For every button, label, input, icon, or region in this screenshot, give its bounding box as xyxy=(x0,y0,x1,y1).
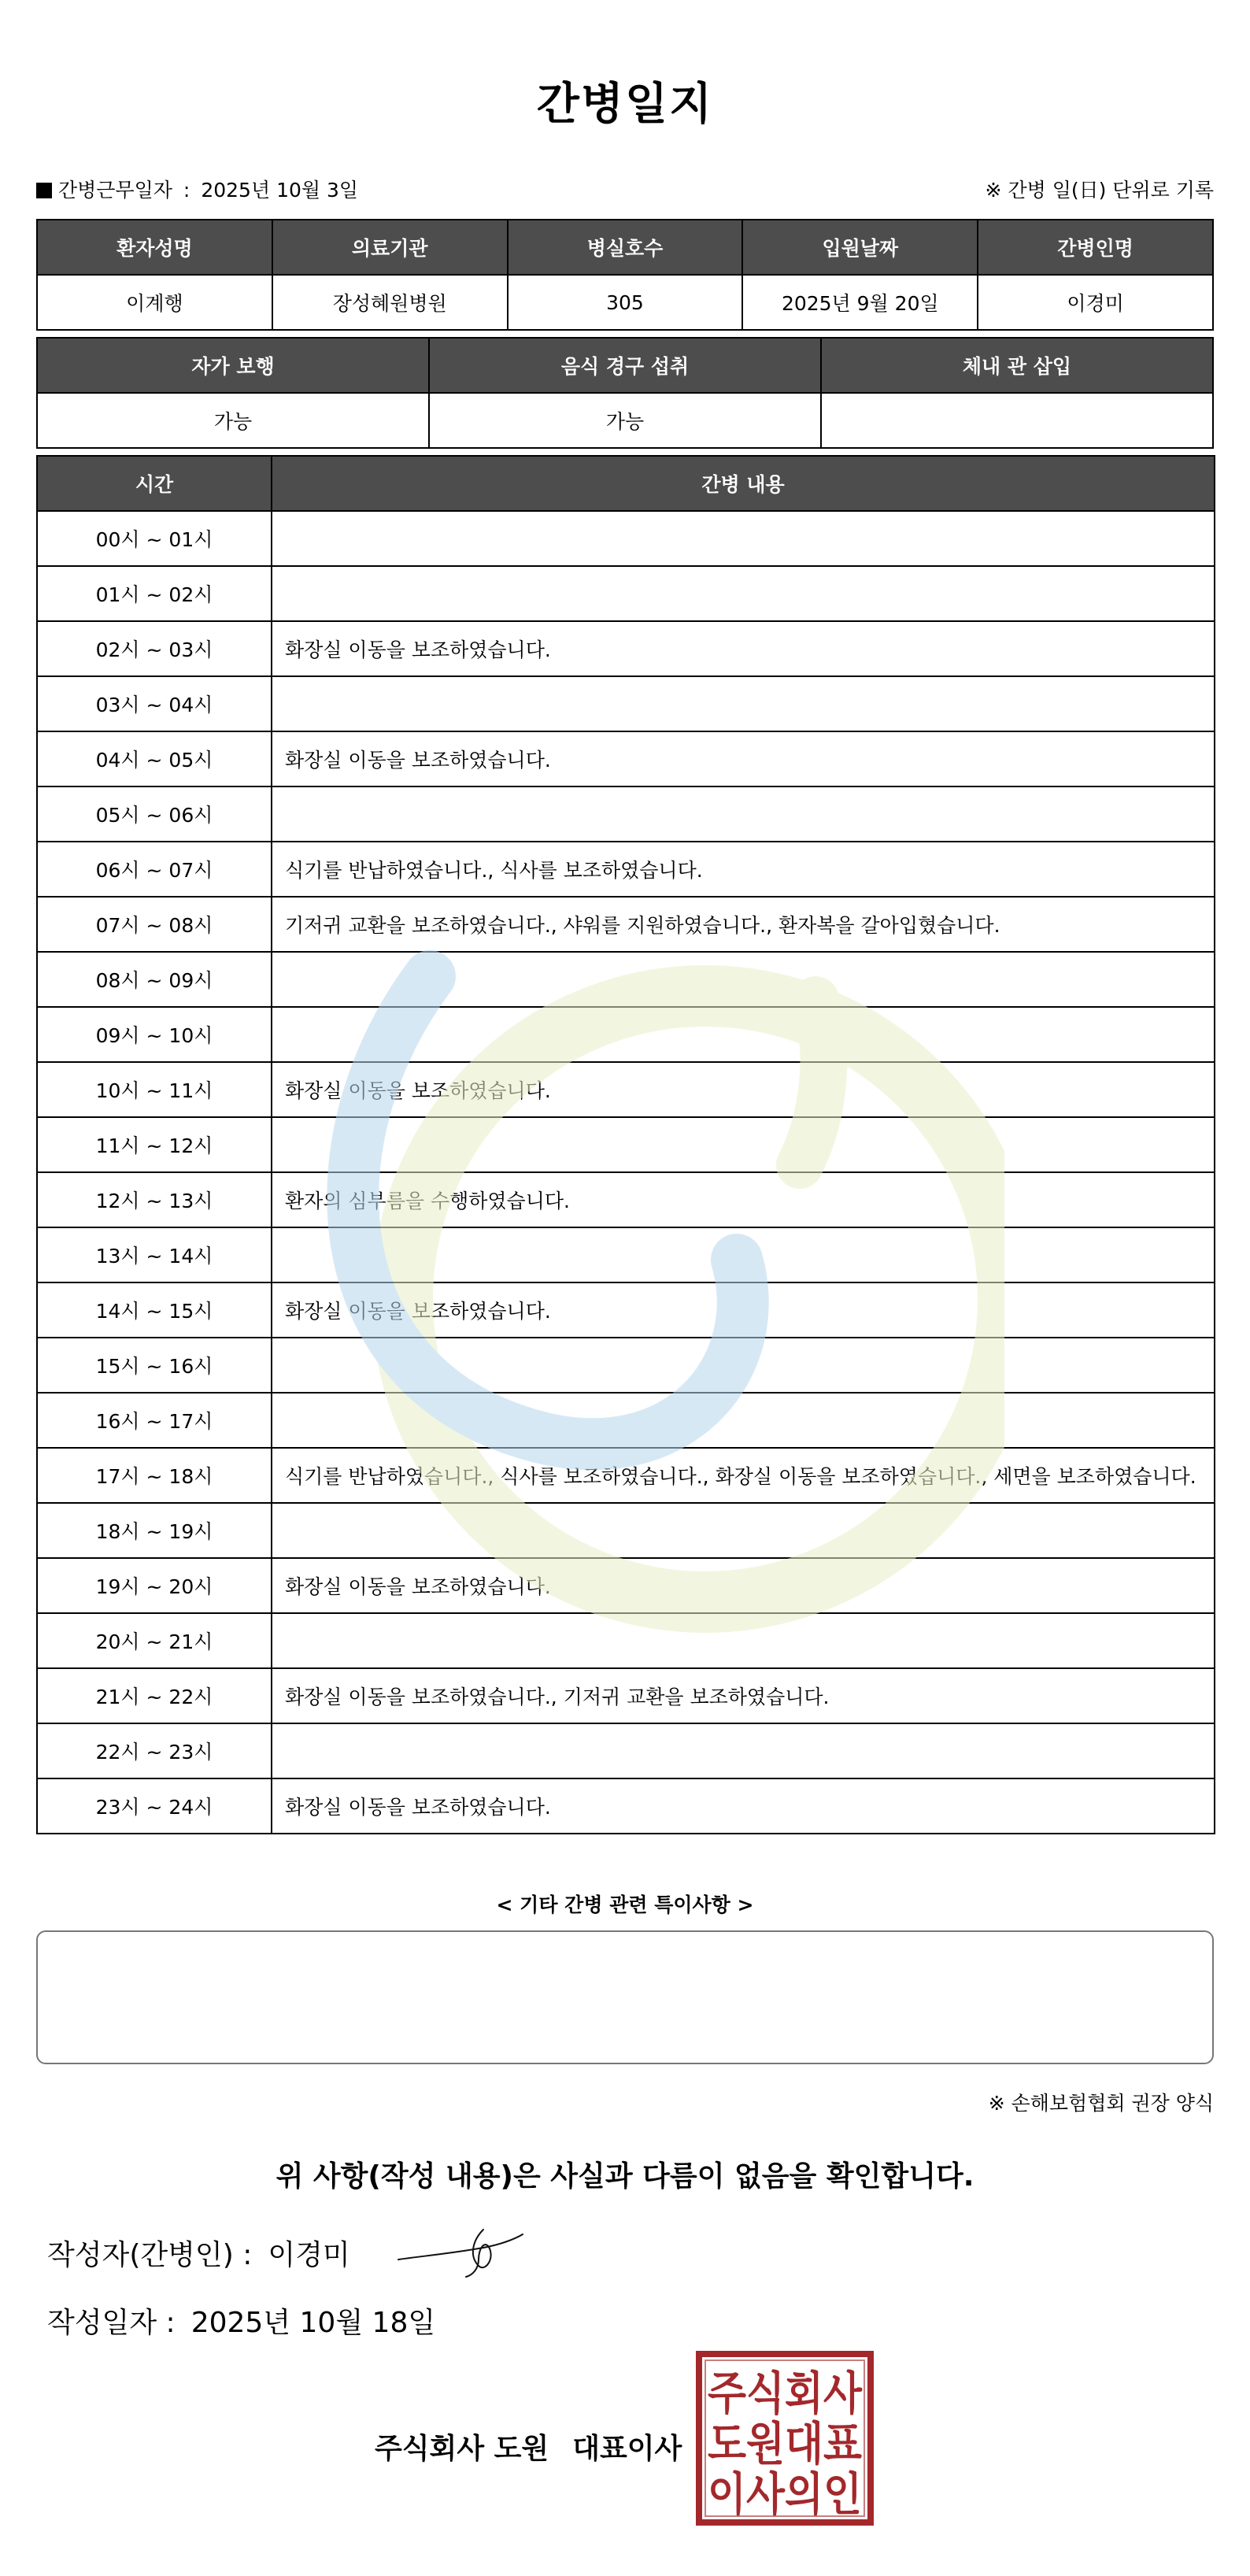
care-log-row xyxy=(37,676,1215,731)
confirmation-statement: 위 사항(작성 내용)은 사실과 다름이 없음을 확인합니다. xyxy=(276,2160,974,2193)
care-time-cell: 08시 ~ 09시 xyxy=(37,952,272,1007)
header-walking: 자가 보행 xyxy=(37,338,429,393)
care-time-cell: 20시 ~ 21시 xyxy=(37,1613,272,1668)
care-content-cell xyxy=(272,1007,1215,1062)
header-caregiver-name: 간병인명 xyxy=(978,220,1213,275)
page-title: 간병일지 xyxy=(536,79,714,130)
care-time-cell: 02시 ~ 03시 xyxy=(37,621,272,676)
care-time-cell: 13시 ~ 14시 xyxy=(37,1227,272,1282)
care-log-row xyxy=(37,1448,1215,1503)
header-patient-name: 환자성명 xyxy=(37,220,272,275)
ceo-title: 대표이사 xyxy=(572,2433,682,2465)
patient-info-table xyxy=(36,219,1214,331)
care-log-row xyxy=(37,1282,1215,1338)
care-time-cell: 22시 ~ 23시 xyxy=(37,1723,272,1778)
remarks-box xyxy=(36,1930,1214,2064)
care-content-cell xyxy=(272,786,1215,842)
care-content-cell xyxy=(272,1338,1215,1393)
care-log-row xyxy=(37,1723,1215,1778)
work-date-separator: : xyxy=(183,179,190,202)
writer-line xyxy=(47,2233,350,2273)
care-log-row xyxy=(37,1558,1215,1613)
company-name: 주식회사 도원 xyxy=(375,2433,549,2465)
care-content-cell xyxy=(272,952,1215,1007)
care-time-cell: 01시 ~ 02시 xyxy=(37,566,272,621)
tube-insertion-status xyxy=(821,393,1213,448)
care-time-cell: 21시 ~ 22시 xyxy=(37,1668,272,1723)
care-log-row xyxy=(37,1338,1215,1393)
care-time-cell: 00시 ~ 01시 xyxy=(37,511,272,566)
company-signature xyxy=(375,2426,682,2467)
care-log-row xyxy=(37,1227,1215,1282)
daily-record-note: ※ 간병 일(日) 단위로 기록 xyxy=(985,179,1214,202)
care-content-cell xyxy=(272,676,1215,731)
square-bullet-icon xyxy=(36,183,52,198)
care-log-row xyxy=(37,842,1215,897)
work-date xyxy=(36,175,358,203)
header-admission-date: 입원날짜 xyxy=(742,220,978,275)
care-time-cell: 14시 ~ 15시 xyxy=(37,1282,272,1338)
care-content-cell xyxy=(272,1723,1215,1778)
work-date-value: 2025년 10월 3일 xyxy=(201,179,359,202)
care-log-row xyxy=(37,1062,1215,1117)
care-content-cell: 화장실 이동을 보조하였습니다. xyxy=(272,731,1215,786)
care-log-row xyxy=(37,1393,1215,1448)
care-log-page xyxy=(36,0,1214,2576)
care-content-cell: 화장실 이동을 보조하였습니다., 기저귀 교환을 보조하였습니다. xyxy=(272,1668,1215,1723)
care-log-row xyxy=(37,786,1215,842)
header-room: 병실호수 xyxy=(508,220,743,275)
care-time-cell: 03시 ~ 04시 xyxy=(37,676,272,731)
write-date-line xyxy=(47,2300,435,2341)
care-content-cell xyxy=(272,1117,1215,1172)
care-time-cell: 07시 ~ 08시 xyxy=(37,897,272,952)
writer-name: 이경미 xyxy=(268,2239,350,2271)
care-time-cell: 12시 ~ 13시 xyxy=(37,1172,272,1227)
care-content-cell: 환자의 심부름을 수행하였습니다. xyxy=(272,1172,1215,1227)
care-content-cell xyxy=(272,1613,1215,1668)
header-hospital: 의료기관 xyxy=(272,220,508,275)
care-time-cell: 19시 ~ 20시 xyxy=(37,1558,272,1613)
company-seal-icon xyxy=(696,2351,874,2526)
care-log-row xyxy=(37,621,1215,676)
care-content-cell: 식기를 반납하였습니다., 식사를 보조하였습니다., 화장실 이동을 보조하였습니다., 세면을 보조하였습니다. xyxy=(272,1448,1215,1503)
header-care-content: 간병 내용 xyxy=(272,456,1215,511)
care-content-cell xyxy=(272,1393,1215,1448)
write-date-label: 작성일자 : xyxy=(47,2307,176,2339)
care-log-row xyxy=(37,511,1215,566)
care-content-cell: 화장실 이동을 보조하였습니다. xyxy=(272,1282,1215,1338)
care-content-cell xyxy=(272,566,1215,621)
care-log-table xyxy=(36,455,1215,1834)
care-content-cell xyxy=(272,1503,1215,1558)
remarks-title: < 기타 간병 관련 특이사항 > xyxy=(496,1893,754,1916)
care-log-row xyxy=(37,731,1215,786)
seal-line-1: 주식회사 xyxy=(708,2367,863,2420)
care-log-row xyxy=(37,1778,1215,1834)
admission-date: 2025년 9월 20일 xyxy=(742,275,978,330)
work-date-label: 간병근무일자 xyxy=(58,179,172,202)
care-log-row xyxy=(37,1007,1215,1062)
header-tube-insertion: 체내 관 삽입 xyxy=(821,338,1213,393)
care-time-cell: 11시 ~ 12시 xyxy=(37,1117,272,1172)
write-date-value: 2025년 10월 18일 xyxy=(190,2307,436,2339)
header-oral-intake: 음식 경구 섭취 xyxy=(429,338,821,393)
care-log-row xyxy=(37,566,1215,621)
oral-intake-status: 가능 xyxy=(429,393,821,448)
header-time: 시간 xyxy=(37,456,272,511)
care-log-row xyxy=(37,1117,1215,1172)
care-content-cell xyxy=(272,511,1215,566)
care-time-cell: 23시 ~ 24시 xyxy=(37,1778,272,1834)
care-time-cell: 05시 ~ 06시 xyxy=(37,786,272,842)
care-log-row xyxy=(37,1668,1215,1723)
care-content-cell: 식기를 반납하였습니다., 식사를 보조하였습니다. xyxy=(272,842,1215,897)
care-time-cell: 17시 ~ 18시 xyxy=(37,1448,272,1503)
care-log-row xyxy=(37,1172,1215,1227)
caregiver-name: 이경미 xyxy=(978,275,1213,330)
signature-icon xyxy=(397,2225,531,2280)
care-time-cell: 06시 ~ 07시 xyxy=(37,842,272,897)
care-content-cell: 화장실 이동을 보조하였습니다. xyxy=(272,1558,1215,1613)
patient-name: 이계행 xyxy=(37,275,272,330)
patient-status-table xyxy=(36,337,1214,449)
care-log-row xyxy=(37,1613,1215,1668)
care-content-cell xyxy=(272,1227,1215,1282)
care-log-row xyxy=(37,1503,1215,1558)
care-content-cell: 화장실 이동을 보조하였습니다. xyxy=(272,1778,1215,1834)
care-log-row xyxy=(37,897,1215,952)
care-content-cell: 기저귀 교환을 보조하였습니다., 샤워를 지원하였습니다., 환자복을 갈아입혔습니다. xyxy=(272,897,1215,952)
care-time-cell: 15시 ~ 16시 xyxy=(37,1338,272,1393)
hospital-name: 장성혜원병원 xyxy=(272,275,508,330)
care-content-cell: 화장실 이동을 보조하였습니다. xyxy=(272,1062,1215,1117)
care-log-rows xyxy=(37,511,1215,1834)
care-time-cell: 09시 ~ 10시 xyxy=(37,1007,272,1062)
care-time-cell: 16시 ~ 17시 xyxy=(37,1393,272,1448)
care-content-cell: 화장실 이동을 보조하였습니다. xyxy=(272,621,1215,676)
writer-label: 작성자(간병인) : xyxy=(47,2239,253,2271)
care-time-cell: 10시 ~ 11시 xyxy=(37,1062,272,1117)
seal-line-2: 도원대표 xyxy=(708,2417,862,2471)
work-date-row xyxy=(36,175,1214,206)
seal-line-3: 이사의인 xyxy=(708,2467,862,2521)
care-log-row xyxy=(37,952,1215,1007)
care-time-cell: 18시 ~ 19시 xyxy=(37,1503,272,1558)
care-time-cell: 04시 ~ 05시 xyxy=(37,731,272,786)
recommended-form-note: ※ 손해보험협회 권장 양식 xyxy=(988,2092,1214,2115)
room-number: 305 xyxy=(508,275,743,330)
walking-status: 가능 xyxy=(37,393,429,448)
